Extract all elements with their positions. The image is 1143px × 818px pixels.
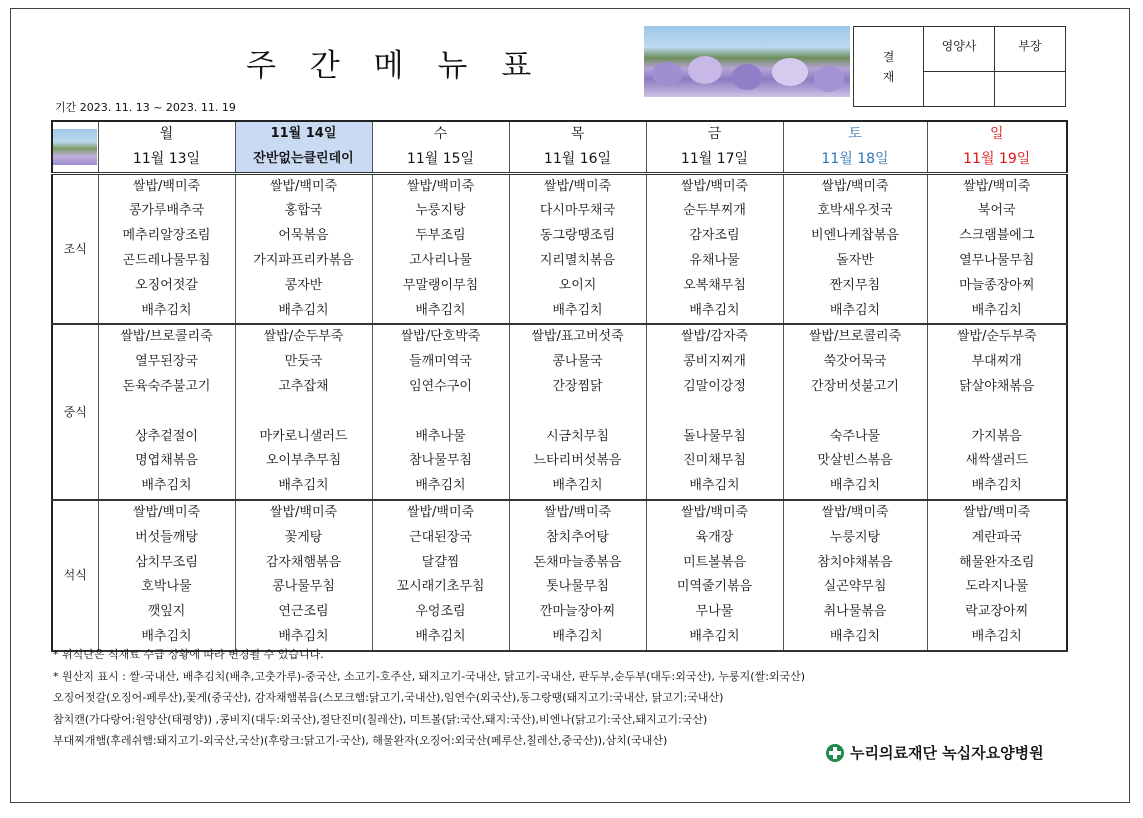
meal-row xyxy=(52,249,1067,274)
menu-cell-thu: 배추김치 xyxy=(509,474,646,500)
menu-cell-mon: 메추리알장조림 xyxy=(98,224,235,249)
menu-cell-wed: 쌀밥/단호박죽 xyxy=(372,324,509,350)
menu-cell-thu: 배추김치 xyxy=(509,625,646,651)
meal-row xyxy=(52,375,1067,400)
note-line: 부대찌개햄(후레쉬햄:돼지고기-외국산,국산)(후랑크:닭고기-국산), 해물완자(오징어:외국산(페루산,칠레산,중국산)),삼치(국내산) xyxy=(53,734,668,747)
menu-cell-sat: 참치야채볶음 xyxy=(783,551,927,576)
menu-cell-tue: 콩나물무침 xyxy=(235,575,372,600)
menu-cell-tue: 감자채햄볶음 xyxy=(235,551,372,576)
menu-cell-thu: 시금치무침 xyxy=(509,425,646,450)
meal-row xyxy=(52,274,1067,299)
menu-cell-sun: 스크램블에그 xyxy=(927,224,1067,249)
menu-cell-wed: 임연수구이 xyxy=(372,375,509,400)
menu-cell-sun: 가지볶음 xyxy=(927,425,1067,450)
menu-cell-mon: 버섯들깨탕 xyxy=(98,526,235,551)
menu-cell-wed: 고사리나물 xyxy=(372,249,509,274)
menu-cell-wed: 우엉조림 xyxy=(372,600,509,625)
day-sat: 토 xyxy=(783,121,927,147)
meal-row xyxy=(52,474,1067,500)
menu-cell-sat: 쑥갓어묵국 xyxy=(783,350,927,375)
note-line: * 원산지 표시 : 쌀-국내산, 배추김치(배추,고춧가루)-중국산, 소고기-호주산, 돼지고기-국내산, 닭고기-국내산, 판두부,순두부(대두:외국산), 누룽지(쌀:외국산) xyxy=(53,669,806,683)
meal-row xyxy=(52,400,1067,425)
approval-role-manager: 부장 xyxy=(995,27,1066,72)
meal-row xyxy=(52,526,1067,551)
menu-cell-thu: 돈채마늘종볶음 xyxy=(509,551,646,576)
menu-cell-mon: 삼치무조림 xyxy=(98,551,235,576)
menu-cell-fri: 돌나물무침 xyxy=(646,425,783,450)
menu-cell-fri: 순두부찌개 xyxy=(646,199,783,224)
meal-row xyxy=(52,575,1067,600)
menu-cell-sun: 쌀밥/백미죽 xyxy=(927,173,1067,199)
menu-cell-sat: 비엔나케찹볶음 xyxy=(783,224,927,249)
menu-cell-fri: 배추김치 xyxy=(646,474,783,500)
date-thu: 11월 16일 xyxy=(509,147,646,173)
menu-cell-sat: 간장버섯불고기 xyxy=(783,375,927,400)
hospital-logo xyxy=(826,742,1044,763)
date-tue: 잔반없는클린데이 xyxy=(235,147,372,173)
menu-cell-sat: 쌀밥/브로콜리죽 xyxy=(783,324,927,350)
menu-cell-sat xyxy=(783,400,927,425)
menu-cell-fri: 무나물 xyxy=(646,600,783,625)
menu-cell-sun: 열무나물무침 xyxy=(927,249,1067,274)
meal-row xyxy=(52,425,1067,450)
page-title: 주 간 메 뉴 표 xyxy=(246,48,544,84)
date-sun: 11월 19일 xyxy=(927,147,1067,173)
approval-sign-dietitian[interactable] xyxy=(924,72,995,107)
menu-cell-wed: 달걀찜 xyxy=(372,551,509,576)
menu-cell-mon: 명엽채볶음 xyxy=(98,449,235,474)
menu-cell-sun: 배추김치 xyxy=(927,474,1067,500)
day-header-row xyxy=(52,121,1067,147)
meal-row xyxy=(52,600,1067,625)
menu-cell-wed: 들깨미역국 xyxy=(372,350,509,375)
menu-cell-wed: 배추김치 xyxy=(372,299,509,325)
menu-cell-sun: 락교장아찌 xyxy=(927,600,1067,625)
day-mon: 월 xyxy=(98,121,235,147)
menu-cell-sun: 새싹샐러드 xyxy=(927,449,1067,474)
approval-box xyxy=(853,26,1066,107)
menu-cell-tue: 쌀밥/순두부죽 xyxy=(235,324,372,350)
menu-cell-thu: 쌀밥/표고버섯죽 xyxy=(509,324,646,350)
menu-cell-tue: 마카로니샐러드 xyxy=(235,425,372,450)
day-sun: 일 xyxy=(927,121,1067,147)
menu-cell-mon: 배추김치 xyxy=(98,625,235,651)
menu-cell-sat: 쌀밥/백미죽 xyxy=(783,500,927,526)
day-tue: 11월 14일 xyxy=(235,121,372,147)
menu-cell-sat: 짠지무침 xyxy=(783,274,927,299)
menu-cell-wed: 쌀밥/백미죽 xyxy=(372,500,509,526)
menu-cell-thu: 쌀밥/백미죽 xyxy=(509,500,646,526)
meal-row xyxy=(52,299,1067,325)
menu-cell-wed xyxy=(372,400,509,425)
notes xyxy=(53,644,805,752)
date-fri: 11월 17일 xyxy=(646,147,783,173)
menu-cell-fri: 김말이강정 xyxy=(646,375,783,400)
menu-cell-mon: 호박나물 xyxy=(98,575,235,600)
menu-cell-wed: 누룽지탕 xyxy=(372,199,509,224)
approval-role-dietitian: 영양사 xyxy=(924,27,995,72)
menu-cell-tue: 배추김치 xyxy=(235,625,372,651)
date-sat: 11월 18일 xyxy=(783,147,927,173)
menu-cell-thu: 쌀밥/백미죽 xyxy=(509,173,646,199)
meal-row xyxy=(52,350,1067,375)
menu-cell-thu: 톳나물무침 xyxy=(509,575,646,600)
menu-cell-sun: 쌀밥/백미죽 xyxy=(927,500,1067,526)
note-line: 오징어젓갈(오징어-페루산),꽃게(중국산), 감자채햄볶음(스모크햄:닭고기,국내산),임연수(외국산),동그랑땡(돼지고기:국내산, 닭고기:국내산) xyxy=(53,691,724,704)
menu-cell-tue: 배추김치 xyxy=(235,474,372,500)
menu-cell-sun: 배추김치 xyxy=(927,625,1067,651)
meal-row xyxy=(52,500,1067,526)
menu-cell-sun: 닭살야채볶음 xyxy=(927,375,1067,400)
menu-cell-mon: 쌀밥/브로콜리죽 xyxy=(98,324,235,350)
meal-row xyxy=(52,173,1067,199)
menu-cell-mon: 배추김치 xyxy=(98,474,235,500)
menu-cell-tue: 콩자반 xyxy=(235,274,372,299)
hydrangea-photo xyxy=(644,26,850,97)
menu-cell-tue: 배추김치 xyxy=(235,299,372,325)
menu-cell-sat: 돌자반 xyxy=(783,249,927,274)
date-wed: 11월 15일 xyxy=(372,147,509,173)
menu-cell-mon: 배추김치 xyxy=(98,299,235,325)
menu-cell-mon: 깻잎지 xyxy=(98,600,235,625)
menu-cell-wed: 배추김치 xyxy=(372,625,509,651)
meal-label: 석식 xyxy=(52,500,98,651)
menu-cell-fri: 유채나물 xyxy=(646,249,783,274)
menu-cell-tue: 고추잡채 xyxy=(235,375,372,400)
menu-cell-fri: 쌀밥/감자죽 xyxy=(646,324,783,350)
menu-cell-tue: 홍합국 xyxy=(235,199,372,224)
menu-cell-mon: 돈육숙주불고기 xyxy=(98,375,235,400)
menu-cell-fri xyxy=(646,400,783,425)
menu-cell-wed: 무말랭이무침 xyxy=(372,274,509,299)
menu-cell-sun: 해물완자조림 xyxy=(927,551,1067,576)
menu-cell-tue: 쌀밥/백미죽 xyxy=(235,500,372,526)
menu-cell-sat: 취나물볶음 xyxy=(783,600,927,625)
menu-cell-mon: 콩가루배추국 xyxy=(98,199,235,224)
menu-cell-thu: 오이지 xyxy=(509,274,646,299)
hospital-name: 누리의료재단 녹십자요양병원 xyxy=(850,744,1044,762)
menu-cell-sat: 배추김치 xyxy=(783,474,927,500)
menu-cell-sat: 배추김치 xyxy=(783,299,927,325)
day-wed: 수 xyxy=(372,121,509,147)
menu-cell-tue: 오이부추무침 xyxy=(235,449,372,474)
menu-cell-fri: 감자조림 xyxy=(646,224,783,249)
menu-cell-sat: 실곤약무침 xyxy=(783,575,927,600)
meal-row xyxy=(52,449,1067,474)
menu-cell-thu: 간장찜닭 xyxy=(509,375,646,400)
corner-photo xyxy=(52,121,98,173)
note-line: 참치캔(가다랑어:원양산(태평양)) ,콩비지(대두:외국산),절단진미(칠레산), 미트볼(닭:국산,돼지:국산),비엔나(닭고기:국산,돼지고기:국산) xyxy=(53,712,708,726)
menu-cell-tue: 연근조림 xyxy=(235,600,372,625)
menu-cell-fri: 배추김치 xyxy=(646,299,783,325)
menu-cell-mon: 쌀밥/백미죽 xyxy=(98,173,235,199)
menu-cell-wed: 배추김치 xyxy=(372,474,509,500)
menu-cell-thu: 다시마무채국 xyxy=(509,199,646,224)
menu-cell-fri: 진미채무침 xyxy=(646,449,783,474)
menu-cell-sun: 계란파국 xyxy=(927,526,1067,551)
menu-cell-fri: 미트볼볶음 xyxy=(646,551,783,576)
menu-cell-mon: 곤드레나물무침 xyxy=(98,249,235,274)
approval-sign-manager[interactable] xyxy=(995,72,1066,107)
menu-cell-sat: 호박새우젓국 xyxy=(783,199,927,224)
menu-cell-tue xyxy=(235,400,372,425)
meal-label: 조식 xyxy=(52,173,98,324)
menu-cell-fri: 미역줄기볶음 xyxy=(646,575,783,600)
menu-cell-thu: 배추김치 xyxy=(509,299,646,325)
approval-label: 결 재 xyxy=(854,27,924,107)
weekly-menu-table xyxy=(51,120,1068,652)
menu-cell-sat: 누룽지탕 xyxy=(783,526,927,551)
menu-cell-thu: 지리멸치볶음 xyxy=(509,249,646,274)
menu-cell-fri: 콩비지찌개 xyxy=(646,350,783,375)
menu-cell-wed: 근대된장국 xyxy=(372,526,509,551)
menu-period: 기간 2023. 11. 13 ~ 2023. 11. 19 xyxy=(55,101,236,114)
menu-cell-tue: 어묵볶음 xyxy=(235,224,372,249)
menu-cell-mon: 상추겉절이 xyxy=(98,425,235,450)
menu-cell-mon: 오징어젓갈 xyxy=(98,274,235,299)
menu-cell-thu: 느타리버섯볶음 xyxy=(509,449,646,474)
menu-cell-thu: 동그랑땡조림 xyxy=(509,224,646,249)
menu-cell-mon xyxy=(98,400,235,425)
day-thu: 목 xyxy=(509,121,646,147)
menu-cell-fri: 쌀밥/백미죽 xyxy=(646,500,783,526)
menu-cell-wed: 참나물무침 xyxy=(372,449,509,474)
menu-cell-fri: 쌀밥/백미죽 xyxy=(646,173,783,199)
menu-cell-sun: 도라지나물 xyxy=(927,575,1067,600)
meal-row xyxy=(52,551,1067,576)
menu-cell-fri: 오복채무침 xyxy=(646,274,783,299)
meal-row xyxy=(52,199,1067,224)
menu-cell-tue: 쌀밥/백미죽 xyxy=(235,173,372,199)
menu-cell-tue: 꽃게탕 xyxy=(235,526,372,551)
menu-cell-sun xyxy=(927,400,1067,425)
menu-cell-sat: 숙주나물 xyxy=(783,425,927,450)
menu-cell-thu: 콩나물국 xyxy=(509,350,646,375)
date-header-row xyxy=(52,147,1067,173)
meal-row xyxy=(52,224,1067,249)
day-fri: 금 xyxy=(646,121,783,147)
menu-cell-sun: 쌀밥/순두부죽 xyxy=(927,324,1067,350)
date-mon: 11월 13일 xyxy=(98,147,235,173)
menu-cell-mon: 열무된장국 xyxy=(98,350,235,375)
menu-cell-wed: 쌀밥/백미죽 xyxy=(372,173,509,199)
menu-cell-sat: 맛살빈스볶음 xyxy=(783,449,927,474)
menu-cell-fri: 육개장 xyxy=(646,526,783,551)
menu-cell-sun: 배추김치 xyxy=(927,299,1067,325)
menu-cell-tue: 만둣국 xyxy=(235,350,372,375)
note-line: * 위식단은 식재료 수급 상황에 따라 변경될 수 있습니다. xyxy=(53,648,324,661)
menu-cell-wed: 배추나물 xyxy=(372,425,509,450)
menu-cell-sat: 쌀밥/백미죽 xyxy=(783,173,927,199)
menu-cell-thu xyxy=(509,400,646,425)
menu-cell-fri: 배추김치 xyxy=(646,625,783,651)
menu-cell-thu: 깐마늘장아찌 xyxy=(509,600,646,625)
menu-cell-sat: 배추김치 xyxy=(783,625,927,651)
meal-label: 중식 xyxy=(52,324,98,500)
menu-cell-thu: 참치추어탕 xyxy=(509,526,646,551)
menu-cell-sun: 북어국 xyxy=(927,199,1067,224)
menu-cell-wed: 꼬시래기초무침 xyxy=(372,575,509,600)
green-cross-icon xyxy=(826,744,844,762)
menu-cell-mon: 쌀밥/백미죽 xyxy=(98,500,235,526)
menu-cell-wed: 두부조림 xyxy=(372,224,509,249)
menu-cell-sun: 부대찌개 xyxy=(927,350,1067,375)
meal-row xyxy=(52,324,1067,350)
menu-cell-sun: 마늘종장아찌 xyxy=(927,274,1067,299)
menu-cell-tue: 가지파프리카볶음 xyxy=(235,249,372,274)
